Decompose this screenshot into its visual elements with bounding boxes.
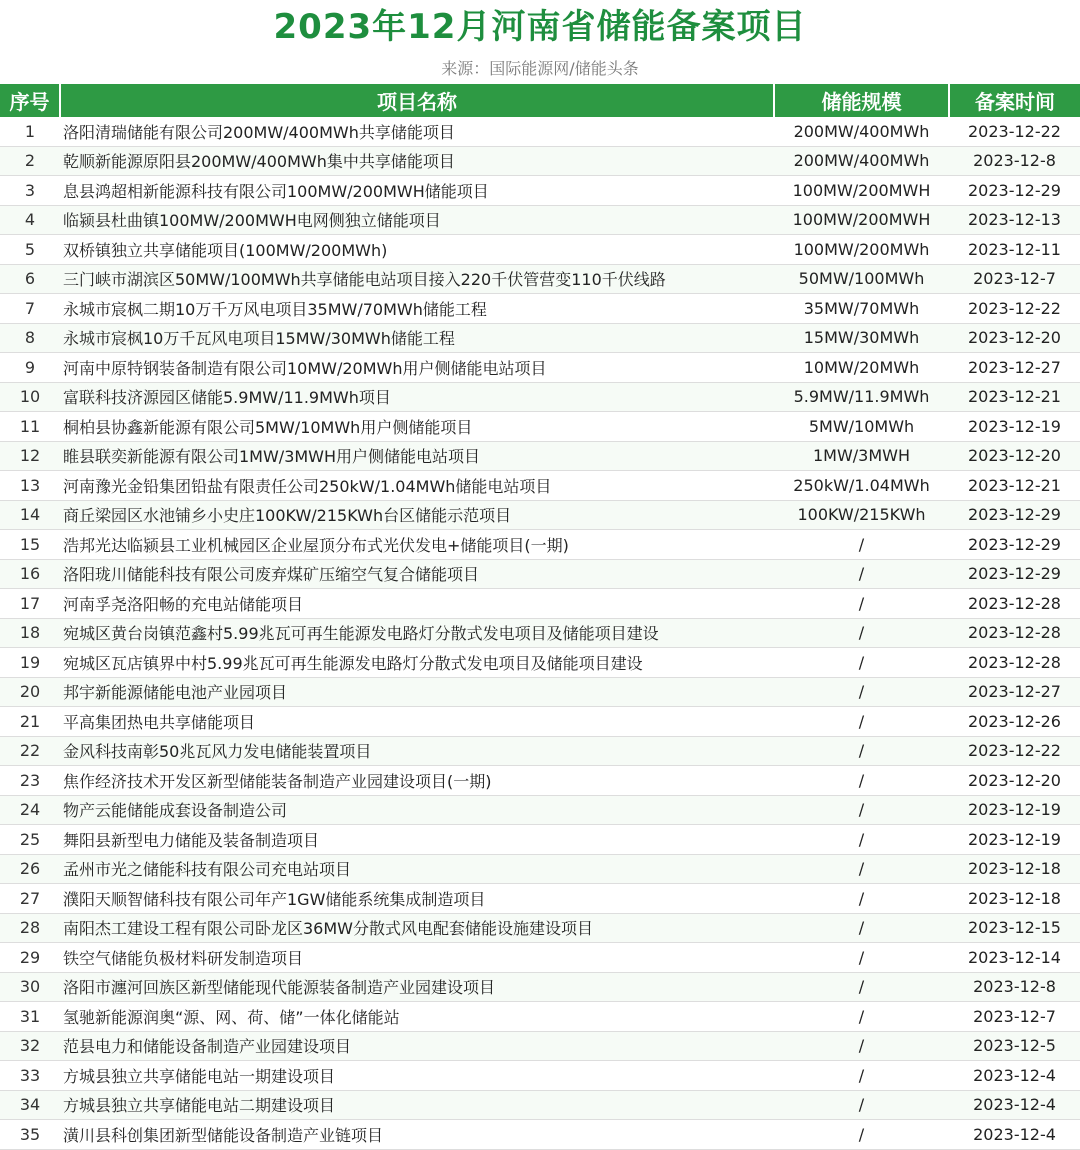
table-row xyxy=(0,353,1080,383)
filing-date: 2023-12-20 xyxy=(949,323,1080,353)
project-name: 铁空气储能负极材料研发制造项目 xyxy=(60,943,774,973)
storage-scale: 50MW/100MWh xyxy=(774,264,949,294)
project-name: 睢县联奕新能源有限公司1MW/3MWH用户侧储能电站项目 xyxy=(60,441,774,471)
row-index: 18 xyxy=(0,618,60,648)
table-row xyxy=(0,795,1080,825)
row-index: 16 xyxy=(0,559,60,589)
project-name: 洛阳市瀍河回族区新型储能现代能源装备制造产业园建设项目 xyxy=(60,972,774,1002)
storage-scale: 200MW/400MWh xyxy=(774,146,949,176)
storage-scale: / xyxy=(774,1120,949,1150)
filing-date: 2023-12-21 xyxy=(949,471,1080,501)
project-name: 南阳杰工建设工程有限公司卧龙区36MW分散式风电配套储能设施建设项目 xyxy=(60,913,774,943)
row-index: 12 xyxy=(0,441,60,471)
project-name: 焦作经济技术开发区新型储能装备制造产业园建设项目(一期) xyxy=(60,766,774,796)
table-row xyxy=(0,913,1080,943)
projects-table xyxy=(0,84,1080,1150)
project-name: 息县鸿超相新能源科技有限公司100MW/200MWH储能项目 xyxy=(60,176,774,206)
storage-scale: / xyxy=(774,913,949,943)
filing-date: 2023-12-27 xyxy=(949,677,1080,707)
row-index: 4 xyxy=(0,205,60,235)
storage-scale: 1MW/3MWH xyxy=(774,441,949,471)
filing-date: 2023-12-22 xyxy=(949,736,1080,766)
table-row xyxy=(0,146,1080,176)
table-row xyxy=(0,235,1080,265)
project-name: 孟州市光之储能科技有限公司充电站项目 xyxy=(60,854,774,884)
storage-scale: / xyxy=(774,1031,949,1061)
filing-date: 2023-12-4 xyxy=(949,1061,1080,1091)
row-index: 1 xyxy=(0,117,60,146)
project-name: 永城市宸枫10万千瓦风电项目15MW/30MWh储能工程 xyxy=(60,323,774,353)
row-index: 29 xyxy=(0,943,60,973)
table-row xyxy=(0,323,1080,353)
table-row xyxy=(0,441,1080,471)
project-name: 方城县独立共享储能电站一期建设项目 xyxy=(60,1061,774,1091)
row-index: 25 xyxy=(0,825,60,855)
project-name: 河南中原特钢装备制造有限公司10MW/20MWh用户侧储能电站项目 xyxy=(60,353,774,383)
storage-scale: / xyxy=(774,618,949,648)
project-name: 永城市宸枫二期10万千万风电项目35MW/70MWh储能工程 xyxy=(60,294,774,324)
project-name: 金风科技南彰50兆瓦风力发电储能装置项目 xyxy=(60,736,774,766)
filing-date: 2023-12-19 xyxy=(949,412,1080,442)
row-index: 22 xyxy=(0,736,60,766)
filing-date: 2023-12-19 xyxy=(949,795,1080,825)
project-name: 范县电力和储能设备制造产业园建设项目 xyxy=(60,1031,774,1061)
project-name: 河南孚尧洛阳畅的充电站储能项目 xyxy=(60,589,774,619)
table-row xyxy=(0,618,1080,648)
table-row xyxy=(0,648,1080,678)
row-index: 17 xyxy=(0,589,60,619)
project-name: 方城县独立共享储能电站二期建设项目 xyxy=(60,1090,774,1120)
row-index: 13 xyxy=(0,471,60,501)
table-row xyxy=(0,117,1080,146)
table-row xyxy=(0,294,1080,324)
table-header-row xyxy=(0,84,1080,117)
storage-scale: / xyxy=(774,648,949,678)
filing-date: 2023-12-18 xyxy=(949,884,1080,914)
project-name: 宛城区瓦店镇界中村5.99兆瓦可再生能源发电路灯分散式发电项目及储能项目建设 xyxy=(60,648,774,678)
storage-scale: / xyxy=(774,589,949,619)
row-index: 33 xyxy=(0,1061,60,1091)
table-row xyxy=(0,500,1080,530)
table-row xyxy=(0,1002,1080,1032)
row-index: 20 xyxy=(0,677,60,707)
storage-scale: 200MW/400MWh xyxy=(774,117,949,146)
filing-date: 2023-12-22 xyxy=(949,117,1080,146)
project-name: 舞阳县新型电力储能及装备制造项目 xyxy=(60,825,774,855)
row-index: 23 xyxy=(0,766,60,796)
filing-date: 2023-12-7 xyxy=(949,1002,1080,1032)
table-row xyxy=(0,412,1080,442)
row-index: 11 xyxy=(0,412,60,442)
row-index: 15 xyxy=(0,530,60,560)
filing-date: 2023-12-4 xyxy=(949,1090,1080,1120)
row-index: 28 xyxy=(0,913,60,943)
project-name: 临颍县杜曲镇100MW/200MWH电网侧独立储能项目 xyxy=(60,205,774,235)
table-row xyxy=(0,1031,1080,1061)
project-name: 双桥镇独立共享储能项目(100MW/200MWh) xyxy=(60,235,774,265)
storage-scale: / xyxy=(774,530,949,560)
header-storage-scale: 储能规模 xyxy=(774,84,949,117)
page-title: 2023年12月河南省储能备案项目 xyxy=(273,7,807,47)
row-index: 27 xyxy=(0,884,60,914)
storage-scale: / xyxy=(774,1090,949,1120)
filing-date: 2023-12-28 xyxy=(949,618,1080,648)
filing-date: 2023-12-29 xyxy=(949,559,1080,589)
table-row xyxy=(0,264,1080,294)
project-name: 桐柏县协鑫新能源有限公司5MW/10MWh用户侧储能项目 xyxy=(60,412,774,442)
project-name: 三门峡市湖滨区50MW/100MWh共享储能电站项目接入220千伏管营变110千伏线路 xyxy=(60,264,774,294)
storage-scale: 15MW/30MWh xyxy=(774,323,949,353)
filing-date: 2023-12-20 xyxy=(949,441,1080,471)
row-index: 26 xyxy=(0,854,60,884)
table-row xyxy=(0,677,1080,707)
storage-scale: 5MW/10MWh xyxy=(774,412,949,442)
storage-scale: 35MW/70MWh xyxy=(774,294,949,324)
project-name: 浩邦光达临颍县工业机械园区企业屋顶分布式光伏发电+储能项目(一期) xyxy=(60,530,774,560)
filing-date: 2023-12-18 xyxy=(949,854,1080,884)
header-project-name: 项目名称 xyxy=(60,84,774,117)
project-name: 物产云能储能成套设备制造公司 xyxy=(60,795,774,825)
filing-date: 2023-12-26 xyxy=(949,707,1080,737)
filing-date: 2023-12-29 xyxy=(949,176,1080,206)
table-row xyxy=(0,707,1080,737)
project-name: 乾顺新能源原阳县200MW/400MWh集中共享储能项目 xyxy=(60,146,774,176)
row-index: 10 xyxy=(0,382,60,412)
row-index: 2 xyxy=(0,146,60,176)
table-row xyxy=(0,1090,1080,1120)
project-name: 氢驰新能源润奥“源、网、荷、储”一体化储能站 xyxy=(60,1002,774,1032)
storage-scale: / xyxy=(774,972,949,1002)
filing-date: 2023-12-27 xyxy=(949,353,1080,383)
table-row xyxy=(0,766,1080,796)
table-row xyxy=(0,884,1080,914)
storage-scale: / xyxy=(774,1002,949,1032)
row-index: 31 xyxy=(0,1002,60,1032)
project-name: 潢川县科创集团新型储能设备制造产业链项目 xyxy=(60,1120,774,1150)
table-row xyxy=(0,736,1080,766)
row-index: 19 xyxy=(0,648,60,678)
table-row xyxy=(0,382,1080,412)
table-row xyxy=(0,176,1080,206)
table-row xyxy=(0,205,1080,235)
table-row xyxy=(0,530,1080,560)
table-row xyxy=(0,854,1080,884)
storage-scale: 100MW/200MWH xyxy=(774,176,949,206)
source-caption: 来源：国际能源网/储能头条 xyxy=(441,59,639,78)
row-index: 34 xyxy=(0,1090,60,1120)
filing-date: 2023-12-14 xyxy=(949,943,1080,973)
storage-scale: 10MW/20MWh xyxy=(774,353,949,383)
project-name: 河南豫光金铅集团铅盐有限责任公司250kW/1.04MWh储能电站项目 xyxy=(60,471,774,501)
storage-scale: / xyxy=(774,825,949,855)
storage-scale: / xyxy=(774,559,949,589)
storage-scale: 5.9MW/11.9MWh xyxy=(774,382,949,412)
filing-date: 2023-12-13 xyxy=(949,205,1080,235)
filing-date: 2023-12-4 xyxy=(949,1120,1080,1150)
storage-scale: / xyxy=(774,766,949,796)
row-index: 6 xyxy=(0,264,60,294)
table-row xyxy=(0,471,1080,501)
filing-date: 2023-12-19 xyxy=(949,825,1080,855)
header-index: 序号 xyxy=(0,84,60,117)
storage-scale: 100MW/200MWH xyxy=(774,205,949,235)
row-index: 9 xyxy=(0,353,60,383)
row-index: 5 xyxy=(0,235,60,265)
row-index: 7 xyxy=(0,294,60,324)
table-row xyxy=(0,943,1080,973)
filing-date: 2023-12-11 xyxy=(949,235,1080,265)
project-name: 邦宇新能源储能电池产业园项目 xyxy=(60,677,774,707)
storage-scale: 100KW/215KWh xyxy=(774,500,949,530)
row-index: 21 xyxy=(0,707,60,737)
storage-scale: / xyxy=(774,1061,949,1091)
project-name: 濮阳天顺智储科技有限公司年产1GW储能系统集成制造项目 xyxy=(60,884,774,914)
project-name: 洛阳清瑞储能有限公司200MW/400MWh共享储能项目 xyxy=(60,117,774,146)
row-index: 32 xyxy=(0,1031,60,1061)
project-name: 平高集团热电共享储能项目 xyxy=(60,707,774,737)
filing-date: 2023-12-5 xyxy=(949,1031,1080,1061)
filing-date: 2023-12-28 xyxy=(949,589,1080,619)
filing-date: 2023-12-20 xyxy=(949,766,1080,796)
filing-date: 2023-12-29 xyxy=(949,500,1080,530)
filing-date: 2023-12-22 xyxy=(949,294,1080,324)
project-name: 洛阳珑川储能科技有限公司废弃煤矿压缩空气复合储能项目 xyxy=(60,559,774,589)
storage-scale: / xyxy=(774,854,949,884)
storage-scale: / xyxy=(774,943,949,973)
filing-date: 2023-12-28 xyxy=(949,648,1080,678)
table-row xyxy=(0,1061,1080,1091)
storage-scale: / xyxy=(774,884,949,914)
storage-scale: / xyxy=(774,707,949,737)
row-index: 14 xyxy=(0,500,60,530)
storage-scale: / xyxy=(774,736,949,766)
header-filing-date: 备案时间 xyxy=(949,84,1080,117)
storage-scale: / xyxy=(774,795,949,825)
table-row xyxy=(0,972,1080,1002)
table-row xyxy=(0,589,1080,619)
filing-date: 2023-12-7 xyxy=(949,264,1080,294)
row-index: 35 xyxy=(0,1120,60,1150)
table-row xyxy=(0,559,1080,589)
row-index: 3 xyxy=(0,176,60,206)
filing-date: 2023-12-8 xyxy=(949,146,1080,176)
row-index: 8 xyxy=(0,323,60,353)
project-name: 商丘梁园区水池铺乡小史庄100KW/215KWh台区储能示范项目 xyxy=(60,500,774,530)
row-index: 24 xyxy=(0,795,60,825)
filing-date: 2023-12-29 xyxy=(949,530,1080,560)
project-name: 富联科技济源园区储能5.9MW/11.9MWh项目 xyxy=(60,382,774,412)
project-name: 宛城区黄台岗镇范鑫村5.99兆瓦可再生能源发电路灯分散式发电项目及储能项目建设 xyxy=(60,618,774,648)
storage-scale: 250kW/1.04MWh xyxy=(774,471,949,501)
storage-scale: 100MW/200MWh xyxy=(774,235,949,265)
filing-date: 2023-12-21 xyxy=(949,382,1080,412)
table-row xyxy=(0,825,1080,855)
row-index: 30 xyxy=(0,972,60,1002)
filing-date: 2023-12-8 xyxy=(949,972,1080,1002)
filing-date: 2023-12-15 xyxy=(949,913,1080,943)
storage-scale: / xyxy=(774,677,949,707)
